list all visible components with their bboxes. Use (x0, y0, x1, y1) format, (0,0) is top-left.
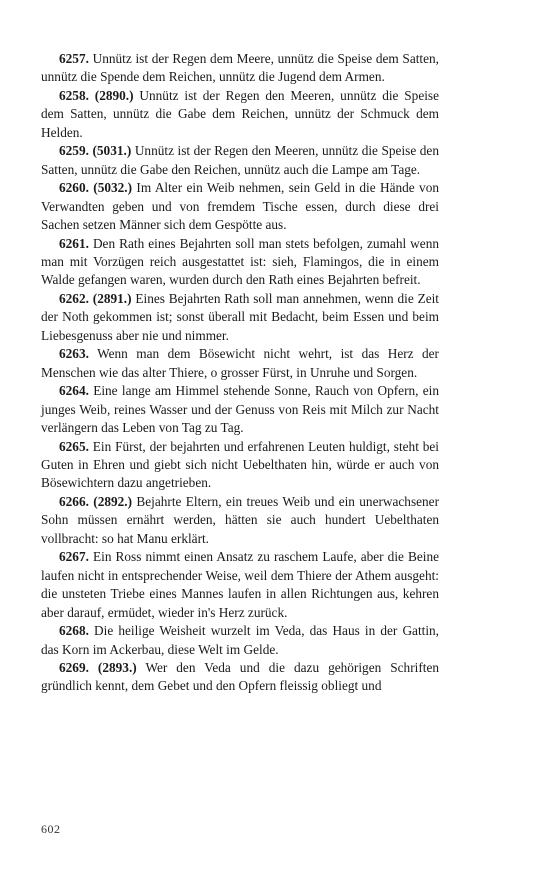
verse-6266 (41, 493, 439, 548)
verse-text: Unnütz ist der Regen den Meeren, unnütz die Speise dem Satten, unnütz die Gabe dem Reichen, unnütz der Schmuck dem Helden. (41, 87, 440, 140)
verse-text: Unnütz ist der Regen dem Meere, unnütz die Speise dem Satten, unnütz die Spende dem Reichen, unnütz die Jugend dem Armen. (41, 51, 439, 85)
verse-6258 (41, 87, 439, 142)
verse-number: 6258. (59, 87, 89, 103)
verse-6269 (41, 659, 439, 696)
verse-number: 6262. (59, 290, 89, 306)
verse-text: Wer den Veda und die dazu gehörigen Schriften gründlich kennt, dem Gebet und den Opfern fleissig obliegt und (41, 659, 439, 694)
verse-text: Eine lange am Himmel stehende Sonne, Rauch von Opfern, ein junges Weib, reines Wasser und der Genuss von Reis mit Milch zur Nacht verlängern das Leben von Tag zu Tag. (41, 383, 439, 436)
verse-number: 6264. (59, 383, 89, 399)
verse-6259 (41, 142, 439, 179)
verse-reference: (2892.) (93, 493, 133, 509)
verse-number: 6261. (59, 235, 89, 251)
verse-number: 6259. (59, 143, 89, 159)
verse-text: Wenn man dem Bösewicht nicht wehrt, ist das Herz der Menschen wie das alter Thiere, o grosser Fürst, in Unruhe und Sorgen. (41, 346, 439, 380)
verse-number: 6269. (59, 659, 89, 675)
verse-text: Im Alter ein Weib nehmen, sein Geld in die Hände von Verwandten geben und von fremdem Tische essen, durch diese drei Sachen setzen Männer sich dem Gespötte aus. (41, 180, 439, 233)
verse-text: Ein Fürst, der bejahrten und erfahrenen Leuten huldigt, steht bei Guten in Ehren und giebt sich nicht Uebelthaten hin, würde er auch von Bösewichtern dazu angetrieben. (41, 438, 439, 491)
verse-number: 6268. (59, 623, 89, 639)
verse-6265 (41, 438, 439, 493)
verse-6264 (41, 382, 439, 437)
verse-6263 (41, 345, 439, 382)
verse-reference: (5032.) (93, 180, 133, 196)
verse-6268 (41, 622, 439, 659)
verse-6261 (41, 235, 439, 290)
verse-text: Unnütz ist der Regen den Meeren, unnütz die Speise den Satten, unnütz die Gabe den Reichen, unnütz auch die Lampe am Tage. (41, 143, 439, 177)
verse-6260 (41, 179, 439, 234)
verse-reference: (2891.) (92, 290, 132, 306)
verse-number: 6267. (59, 549, 89, 565)
verse-reference: (2890.) (94, 87, 134, 103)
verse-6257 (41, 50, 439, 87)
verse-number: 6257. (59, 51, 89, 66)
verse-6262 (41, 290, 439, 345)
verse-number: 6263. (59, 346, 89, 362)
verse-text: Ein Ross nimmt einen Ansatz zu raschem Laufe, aber die Beine laufen nicht in entsprechender Weise, weil dem Thiere der Athem ausgeht: die unsteten Triebe eines Mannes laufen in allen Richtungen aus, kehren aber darauf, ermüdet, wieder in's Herz zurück. (41, 549, 439, 620)
verse-number: 6260. (59, 180, 89, 196)
verse-reference: (5031.) (92, 143, 132, 159)
verse-number: 6266. (59, 493, 89, 509)
page-text (41, 50, 439, 696)
page-number: 602 (41, 822, 61, 836)
verse-text: Bejahrte Eltern, ein treues Weib und ein unerwachsener Sohn müssen ernährt werden, hätten sie auch hundert Uebelthaten vollbracht: so hat Manu erklärt. (41, 493, 440, 546)
verse-text: Die heilige Weisheit wurzelt im Veda, das Haus in der Gattin, das Korn im Ackerbau, diese Welt im Gelde. (41, 623, 440, 657)
verse-reference: (2893.) (97, 659, 137, 675)
verse-text: Eines Bejahrten Rath soll man annehmen, wenn die Zeit der Noth gekommen ist; sonst überall mit Bedacht, beim Essen und beim Liebesgenuss aber nie und nimmer. (41, 290, 439, 343)
verse-6267 (41, 548, 439, 622)
verse-number: 6265. (59, 438, 89, 454)
verse-text: Den Rath eines Bejahrten soll man stets befolgen, zumahl wenn man mit Vorzügen reich ausgestattet ist: sieh, Flamingos, die in einem Walde gefangen waren, wurden durch den Rath eines Bejahrten befreit. (41, 235, 439, 288)
